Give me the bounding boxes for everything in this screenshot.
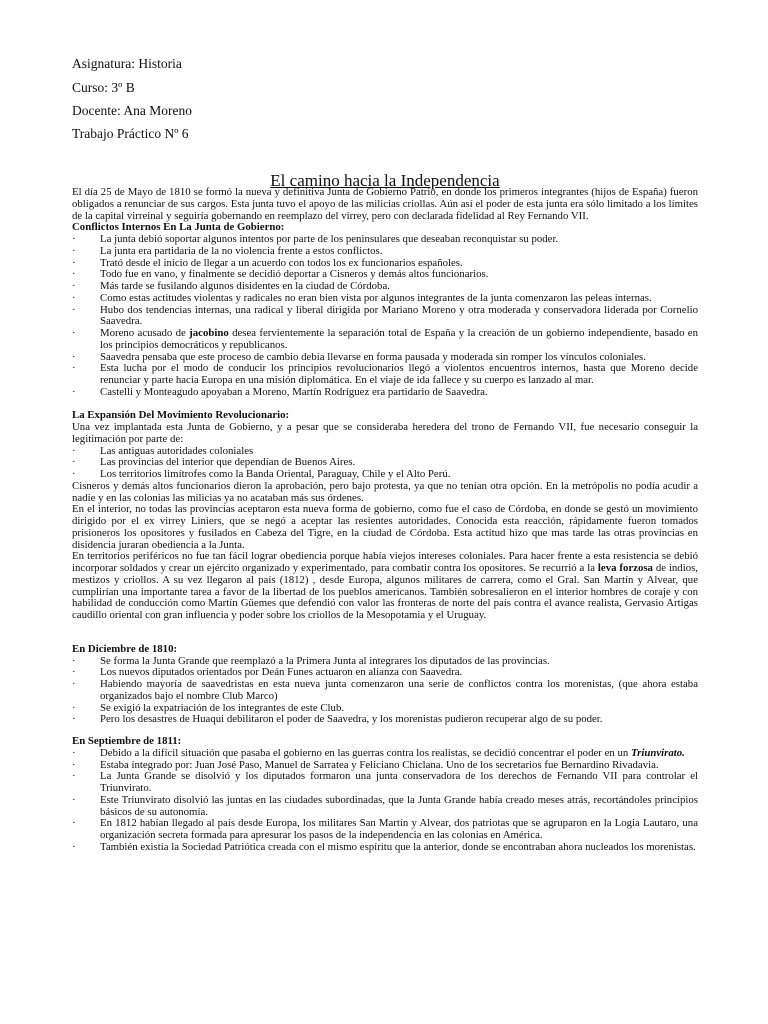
list-item bbox=[72, 387, 698, 399]
bullet-icon: · bbox=[72, 746, 76, 759]
list-item-text: Este Triunvirato disolvió las juntas en las ciudades subordinadas, que la Junta Grande había creado meses atrás, recortándoles principios básicos de su autonomía. bbox=[100, 793, 698, 818]
paragraph: Una vez implantada esta Junta de Gobierno, y a pesar que se consideraba heredera del trono de Fernando VII, fue necesario conseguir la legitimación por parte de: bbox=[72, 421, 698, 445]
paragraph: Cisneros y demás altos funcionarios dieron la aprobación, pero bajo protesta, ya que no tenían otra opción. En la metrópolis no podía acudir a nadie y en las colonias las milicias ya no acataban más sus órdenes. bbox=[72, 479, 698, 504]
list-item-text: Esta lucha por el modo de conducir los principios revolucionarios llegó a violentos encuentros internos, hasta que Moreno decide renunciar y parte hacia Europa en una misión diplomática. En el viaje de ida fallece y su cuerpo es lanzado al mar. bbox=[100, 362, 698, 386]
bullet-icon: · bbox=[72, 233, 76, 245]
bullet-icon: · bbox=[72, 303, 76, 316]
list-item-text: Las provincias del interior que dependían de Buenos Aires. bbox=[100, 456, 356, 469]
list-item-bold-term: jacobino bbox=[189, 327, 229, 339]
list-item-text: Todo fue en vano, y finalmente se decidió deportar a Cisneros y demás altos funcionarios. bbox=[100, 268, 489, 281]
bold-term: leva forzosa bbox=[597, 562, 653, 574]
teacher-line: Docente: Ana Moreno bbox=[72, 103, 192, 118]
list-item bbox=[72, 363, 698, 387]
list-item-text: Los nuevos diputados orientados por Deán Funes actuaron en alianza con Saavedra. bbox=[100, 666, 463, 679]
bullet-icon: · bbox=[72, 666, 76, 679]
list-item bbox=[72, 795, 698, 819]
bullet-icon: · bbox=[72, 256, 76, 269]
list-item-text: Los territorios limítrofes como la Banda Oriental, Paraguay, Chile y el Alto Perú. bbox=[100, 468, 451, 480]
section-heading-septiembre: En Septiembre de 1811: bbox=[72, 735, 182, 747]
spacer bbox=[72, 622, 698, 644]
paragraph: En el interior, no todas las provincias aceptaron esta nueva forma de gobierno, como fue el caso de Córdoba, en donde se gestó un movimiento dirigido por el ex virrey Liniers, que se negó a aceptar las resientes autoridades. Conocida esta reacción, rápidamente fueron tomados prisioneros los opositores y fusilados en Cabeza del Tigre, en la ciudad de Córdoba. Esta actitud hizo que mas tarde las otras provincias en disidencia juraran obediencia a la Junta. bbox=[72, 503, 698, 551]
list-item-text: Saavedra pensaba que este proceso de cambio debía llevarse en forma pausada y moderada sin romper los vínculos coloniales. bbox=[100, 350, 646, 363]
assignment-line: Trabajo Práctico Nº 6 bbox=[72, 126, 189, 141]
document-title: El camino hacia la Independencia bbox=[270, 171, 500, 190]
bullet-icon: · bbox=[72, 327, 76, 339]
bullet-icon: · bbox=[72, 280, 76, 292]
bullet-icon: · bbox=[72, 468, 76, 480]
list-item-text: La Junta Grande se disolvió y los diputados formaron una junta conservadora de los derechos de Fernando VII para controlar el Triunvirato. bbox=[100, 770, 698, 794]
bullet-icon: · bbox=[72, 817, 76, 830]
list-item bbox=[72, 305, 698, 329]
list-item bbox=[72, 818, 698, 842]
bullet-icon: · bbox=[72, 291, 76, 304]
bullet-icon: · bbox=[72, 678, 76, 690]
list-item bbox=[72, 679, 698, 703]
list-item-text: La junta era partidaria de la no violencia frente a estos conflictos. bbox=[100, 244, 383, 257]
list-item-text-pre: Debido a la difícil situación que pasaba el gobierno en las guerras contra los realistas, se decidió concentrar el poder en un bbox=[100, 746, 631, 759]
list-item bbox=[72, 842, 698, 854]
list-item-text: Más tarde se fusilando algunos disidentes en la ciudad de Córdoba. bbox=[100, 280, 390, 292]
list-item-text: Las antiguas autoridades coloniales bbox=[100, 444, 254, 457]
bullet-icon: · bbox=[72, 701, 76, 714]
list-item-text: La junta debió soportar algunos intentos por parte de los peninsulares que deseaban reconquistar su poder. bbox=[100, 233, 559, 245]
bullet-icon: · bbox=[72, 350, 76, 363]
intro-paragraph: El día 25 de Mayo de 1810 se formó la nueva y definitiva Junta de Gobierno Patrio, en donde los primeros integrantes (hijos de España) fueron obligados a renunciar de sus cargos. Esta junta tuvo el apoyo de las milicias criollas. Aún así el poder de esta junta era sólo limitado a los límites de la capital virreinal y seguiría gobernando en reemplazo del virrey, pero con declarada fidelidad al Rey Fernando VII. bbox=[72, 186, 698, 222]
document-body bbox=[72, 187, 698, 854]
list-item bbox=[72, 328, 698, 352]
list-item-text-pre: Moreno acusado de bbox=[100, 327, 190, 339]
section-heading-diciembre: En Diciembre de 1810: bbox=[72, 642, 178, 655]
bullet-icon: · bbox=[72, 770, 76, 783]
bullet-icon: · bbox=[72, 244, 76, 257]
list-item-text: En 1812 habían llegado al país desde Europa, los militares San Martín y Alvear, dos patriotas que se agruparon en la Logia Lautaro, una organización secreta formada para apresurar los pasos de la independencia en las colonias en América. bbox=[100, 817, 698, 841]
bullet-icon: · bbox=[72, 758, 76, 771]
list-item-text: Habiendo mayoría de saavedristas en esta nueva junta comenzaron una serie de conflictos contra los morenistas, (que ahora estaba organizados bajo el nombre Club Marco) bbox=[100, 678, 698, 702]
paragraph bbox=[72, 551, 698, 622]
bullet-icon: · bbox=[72, 362, 76, 375]
bullet-icon: · bbox=[72, 793, 76, 806]
bullet-icon: · bbox=[72, 456, 76, 469]
list-item bbox=[72, 714, 698, 726]
list-item-text: Pero los desastres de Huaqui debilitaron el poder de Saavedra, y los morenistas pudieron recuperar algo de su poder. bbox=[100, 713, 603, 726]
list-item-text: Estaba integrado por: Juan José Paso, Manuel de Sarratea y Feliciano Chiclana. Uno de los secretarios fue Bernardino Rivadavia. bbox=[100, 758, 659, 771]
list-item-text: Se exigió la expatriación de los integrantes de este Club. bbox=[100, 701, 345, 714]
bullet-icon: · bbox=[72, 385, 76, 398]
bullet-icon: · bbox=[72, 713, 76, 726]
list-item-text-post: desea fervientemente la separación total de España y la creación de un gobierno independiente, basado en los principios democráticos y republicanos. bbox=[100, 327, 698, 351]
paragraph-text-pre: En territorios periféricos no fue tan fácil lograr obediencia porque había viejos intereses coloniales. Para hacer frente a esta resistencia se debió incorporar soldados y crear un ejército organizado y experimentado, para combatir contra los opositores. Se recurrió a la bbox=[72, 550, 698, 574]
subject-line: Asignatura: Historia bbox=[72, 56, 182, 71]
list-item bbox=[72, 469, 698, 481]
bullet-icon: · bbox=[72, 654, 76, 667]
list-item-text: Castelli y Monteagudo apoyaban a Moreno, Martín Rodríguez era partidario de Saavedra. bbox=[100, 385, 488, 398]
list-item bbox=[72, 771, 698, 795]
section-heading-expansion: La Expansión Del Movimiento Revolucionario: bbox=[72, 409, 290, 422]
bullet-icon: · bbox=[72, 444, 76, 457]
list-item-text: Hubo dos tendencias internas, una radical y liberal dirigida por Mariano Moreno y otra moderada y conservadora liderada por Cornelio Saavedra. bbox=[100, 303, 698, 328]
bullet-icon: · bbox=[72, 840, 76, 853]
list-item-text: Trató desde el inicio de llegar a un acuerdo con todos los ex funcionarios españoles. bbox=[100, 256, 463, 269]
paragraph-text-post: de indios, mestizos y criollos. A su vez llegaron al país (1812) , desde Europa, algunos militares de carrera, como el Gral. San Martín y Alvear, que cumplirían una importante tarea a favor de la libertad de los pueblos americanos. También sobresalieron en el interior hombres de coraje y con habilidad de conducción como Martín Güemes que defendió con valor las fronteras de norte del país contra el avance realista, Gervasio Artigas caudillo oriental con gran influencia y poder sobre los criollos de la Mesopotamia y el Uruguay. bbox=[72, 562, 698, 621]
list-item-text: También existía la Sociedad Patriótica creada con el mismo espíritu que la anterior, donde se encontraban ahora nucleados los morenistas. bbox=[100, 840, 696, 853]
course-line: Curso: 3º B bbox=[72, 80, 135, 95]
list-item-bold-term: Triunvirato. bbox=[630, 746, 685, 759]
section-heading-conflictos: Conflictos Internos En La Junta de Gobierno: bbox=[72, 221, 285, 234]
bullet-icon: · bbox=[72, 268, 76, 281]
list-item-text: Como estas actitudes violentas y radicales no eran bien vista por algunos integrantes de la junta comenzaron las peleas internas. bbox=[100, 291, 652, 304]
list-item-text: Se forma la Junta Grande que reemplazó a la Primera Junta al integrares los diputados de las provincias. bbox=[100, 654, 550, 667]
